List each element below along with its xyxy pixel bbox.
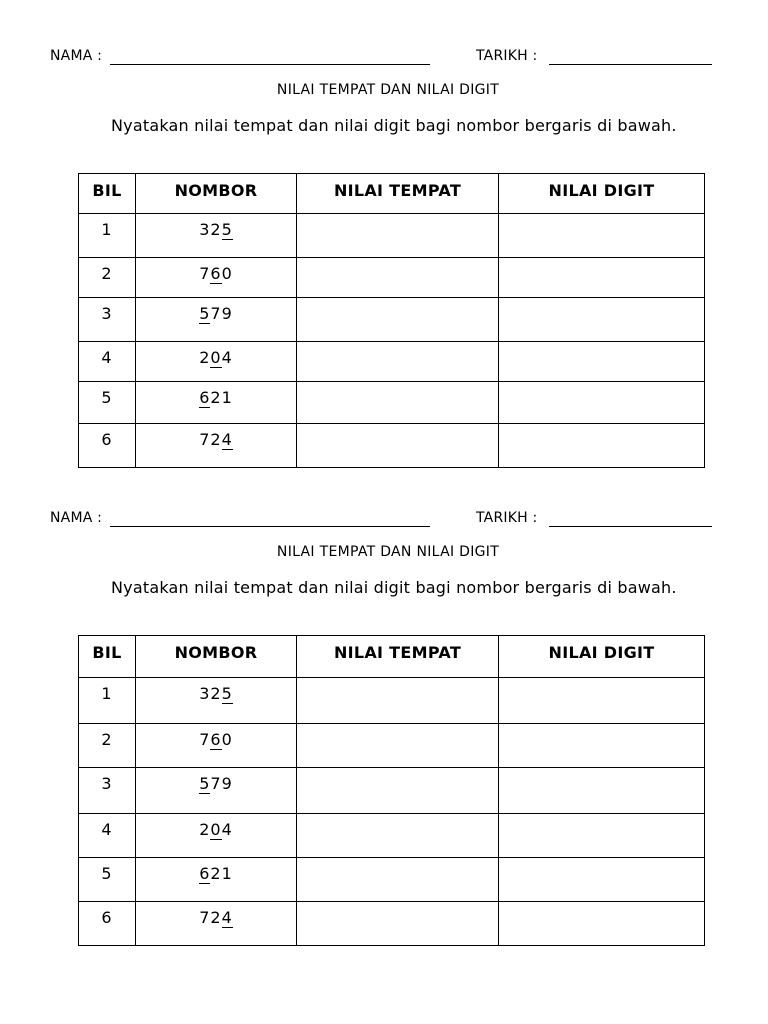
- nilai-digit-answer-cell[interactable]: [499, 678, 705, 724]
- table-row: [79, 902, 705, 946]
- nilai-digit-answer-cell[interactable]: [499, 768, 705, 814]
- nombor-post: 21: [210, 864, 233, 883]
- header-nombor: NOMBOR: [136, 174, 297, 214]
- nilai-tempat-answer-cell[interactable]: [297, 724, 499, 768]
- nombor-cell: [136, 424, 297, 468]
- nilai-digit-answer-cell[interactable]: [499, 858, 705, 902]
- table-row: [79, 342, 705, 382]
- nombor-underlined-digit: 6: [199, 864, 211, 883]
- bil-cell: 3: [79, 298, 136, 342]
- nilai-tempat-answer-cell[interactable]: [297, 258, 499, 298]
- nilai-digit-answer-cell[interactable]: [499, 902, 705, 946]
- table-row: [79, 214, 705, 258]
- nilai-digit-answer-cell[interactable]: [499, 382, 705, 424]
- nombor-cell: [136, 858, 297, 902]
- table-body: [79, 678, 705, 946]
- nombor-cell: [136, 258, 297, 298]
- instruction-text: [106, 116, 686, 136]
- nombor-underlined-digit: 5: [221, 684, 233, 703]
- worksheet-title: NILAI TEMPAT DAN NILAI DIGIT: [276, 544, 500, 560]
- tarikh-label: TARIKH :: [476, 48, 538, 64]
- bil-cell: 1: [79, 214, 136, 258]
- nombor-underlined-digit: 4: [221, 430, 233, 449]
- header-nilai-tempat: NILAI TEMPAT: [297, 636, 499, 678]
- instruction-label: Nyatakan nilai tempat dan nilai digit bagi nombor bergaris di bawah.: [111, 578, 677, 597]
- nombor-underlined-digit: 6: [199, 388, 211, 407]
- nama-label: NAMA :: [50, 48, 103, 64]
- nilai-digit-answer-cell[interactable]: [499, 258, 705, 298]
- nilai-tempat-answer-cell[interactable]: [297, 298, 499, 342]
- nombor-post: 21: [210, 388, 233, 407]
- nombor-post: 0: [221, 730, 233, 749]
- nilai-tempat-answer-cell[interactable]: [297, 902, 499, 946]
- nombor-pre: 7: [199, 264, 211, 283]
- bil-cell: 1: [79, 678, 136, 724]
- table-row: [79, 858, 705, 902]
- nombor-pre: 2: [199, 820, 211, 839]
- nama-label: NAMA :: [50, 510, 103, 526]
- tarikh-label: TARIKH :: [476, 510, 538, 526]
- nombor-cell: [136, 214, 297, 258]
- table-row: [79, 768, 705, 814]
- nombor-underlined-digit: 4: [221, 908, 233, 927]
- nombor-pre: 72: [199, 430, 222, 449]
- answer-table: [78, 635, 705, 946]
- table-row: [79, 814, 705, 858]
- bil-cell: 5: [79, 382, 136, 424]
- nilai-tempat-answer-cell[interactable]: [297, 214, 499, 258]
- table-header-row: [79, 636, 705, 678]
- nilai-digit-answer-cell[interactable]: [499, 424, 705, 468]
- header-nombor: NOMBOR: [136, 636, 297, 678]
- instruction-text: [106, 578, 686, 598]
- nilai-digit-answer-cell[interactable]: [499, 214, 705, 258]
- bil-cell: 2: [79, 724, 136, 768]
- answer-table: [78, 173, 705, 468]
- nilai-tempat-answer-cell[interactable]: [297, 858, 499, 902]
- nama-blank-line[interactable]: [110, 526, 430, 527]
- nilai-tempat-answer-cell[interactable]: [297, 768, 499, 814]
- nombor-cell: [136, 342, 297, 382]
- nilai-digit-answer-cell[interactable]: [499, 298, 705, 342]
- nilai-tempat-answer-cell[interactable]: [297, 424, 499, 468]
- nombor-cell: [136, 724, 297, 768]
- bil-cell: 4: [79, 342, 136, 382]
- nombor-cell: [136, 382, 297, 424]
- nombor-pre: 72: [199, 908, 222, 927]
- table-row: [79, 298, 705, 342]
- worksheet-1: [0, 0, 768, 460]
- table-row: [79, 382, 705, 424]
- nilai-digit-answer-cell[interactable]: [499, 814, 705, 858]
- nombor-post: 4: [221, 820, 233, 839]
- instruction-label: Nyatakan nilai tempat dan nilai digit bagi nombor bergaris di bawah.: [111, 116, 677, 135]
- bil-cell: 6: [79, 424, 136, 468]
- nombor-cell: [136, 902, 297, 946]
- table-row: [79, 724, 705, 768]
- header-bil: BIL: [79, 174, 136, 214]
- worksheet-2: [0, 462, 768, 927]
- nombor-cell: [136, 678, 297, 724]
- bil-cell: 5: [79, 858, 136, 902]
- nombor-cell: [136, 814, 297, 858]
- nombor-underlined-digit: 6: [210, 264, 222, 283]
- table-row: [79, 424, 705, 468]
- nombor-pre: 32: [199, 220, 222, 239]
- nombor-underlined-digit: 0: [210, 348, 222, 367]
- header-bil: BIL: [79, 636, 136, 678]
- nombor-post: 0: [221, 264, 233, 283]
- table-header-row: [79, 174, 705, 214]
- nombor-underlined-digit: 5: [199, 304, 211, 323]
- nilai-digit-answer-cell[interactable]: [499, 342, 705, 382]
- nilai-tempat-answer-cell[interactable]: [297, 342, 499, 382]
- header-nilai-digit: NILAI DIGIT: [499, 174, 705, 214]
- nama-blank-line[interactable]: [110, 64, 430, 65]
- header-nilai-digit: NILAI DIGIT: [499, 636, 705, 678]
- nombor-post: 79: [210, 774, 233, 793]
- bil-cell: 4: [79, 814, 136, 858]
- table-row: [79, 258, 705, 298]
- nombor-post: 79: [210, 304, 233, 323]
- nombor-pre: 2: [199, 348, 211, 367]
- nilai-tempat-answer-cell[interactable]: [297, 678, 499, 724]
- bil-cell: 2: [79, 258, 136, 298]
- nombor-underlined-digit: 5: [199, 774, 211, 793]
- nombor-underlined-digit: 5: [221, 220, 233, 239]
- tarikh-blank-line[interactable]: [549, 526, 712, 527]
- worksheet-title: NILAI TEMPAT DAN NILAI DIGIT: [276, 82, 500, 98]
- table-row: [79, 678, 705, 724]
- nombor-cell: [136, 298, 297, 342]
- header-nilai-tempat: NILAI TEMPAT: [297, 174, 499, 214]
- nombor-underlined-digit: 0: [210, 820, 222, 839]
- nilai-digit-answer-cell[interactable]: [499, 724, 705, 768]
- table-body: [79, 214, 705, 468]
- nilai-tempat-answer-cell[interactable]: [297, 382, 499, 424]
- tarikh-blank-line[interactable]: [549, 64, 712, 65]
- nombor-pre: 32: [199, 684, 222, 703]
- bil-cell: 6: [79, 902, 136, 946]
- nombor-cell: [136, 768, 297, 814]
- nombor-pre: 7: [199, 730, 211, 749]
- nombor-post: 4: [221, 348, 233, 367]
- bil-cell: 3: [79, 768, 136, 814]
- nombor-underlined-digit: 6: [210, 730, 222, 749]
- nilai-tempat-answer-cell[interactable]: [297, 814, 499, 858]
